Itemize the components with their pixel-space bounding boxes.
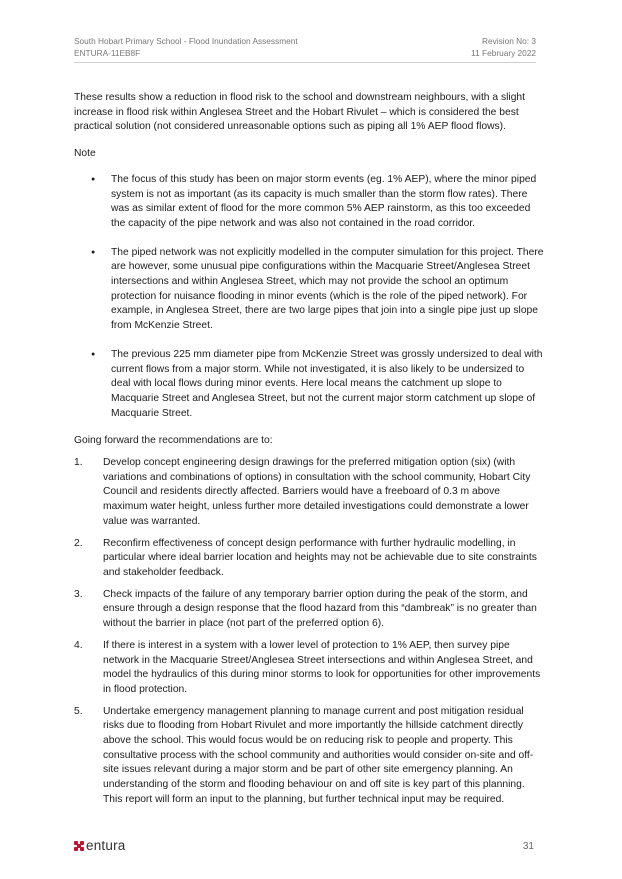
list-item [74,348,546,422]
logo-text: entura [86,838,126,853]
recommendations-heading: Going forward the recommendations are to: [74,435,273,447]
doc-title: South Hobart Primary School - Flood Inundation Assessment [74,36,298,46]
header-divider [74,62,536,63]
header-right [471,36,536,59]
note-text: The piped network was not explicitly modelled in the computer simulation for this project. There are however, some unusual pipe configurations within the Macquarie Street/Anglesea Street intersections and within Anglesea Street, which may not provide the school an optimum protection for nuisance flooding in minor events (which is the role of the piped network). For example, in Anglesea Street, there are two large pipes that join into a single pipe just up slope from McKenzie Street. [111,246,544,332]
item-number: 5. [74,705,83,717]
note-text: The previous 225 mm diameter pipe from McKenzie Street was grossly undersized to deal with current flows from a major storm. While not investigated, it is also likely to be undersized to deal with local flows during minor events. Here local means the catchment up slope to Macquarie Street and Anglesea Street, but not the current major storm catchment up slope of Macquarie Street. [111,348,543,419]
entura-logo-icon [74,841,84,851]
list-item [74,456,546,530]
list-item [74,639,546,698]
doc-ref: ENTURA-11EB8F [74,47,141,58]
item-number: 4. [74,639,83,651]
note-text: The focus of this study has been on major storm events (eg. 1% AEP), where the minor piped system is not as important (as its capacity is much smaller than the storm flow rates). There was as similar extent of flood for the more common 5% AEP rainstorm, as this too exceeded the capacity of the pipe network and was also not contained in the road corridor. [111,173,537,229]
list-item [74,173,546,232]
page-body [74,91,546,815]
item-text: Check impacts of the failure of any temporary barrier option during the peak of the storm, and ensure through a design response that the flood hazard from this “dambreak” is no greater than without the barrier in place (not part of the preferred option 6). [103,588,537,630]
doc-date: 11 February 2022 [471,47,536,58]
item-text: Reconfirm effectiveness of concept design performance with further hydraulic modelling, in particular where ideal barrier location and heights may not be achievable due to site constraints and stakeholder feedback. [103,537,537,578]
item-text: Develop concept engineering design drawings for the preferred mitigation option (six) (with variations and combinations of options) in consultation with the school community, Hobart City Council and residents directly affected. Barriers would have a freeboard of 0.3 m above maximum water height, unless further more detailed investigations could demonstrate a lower value was warranted. [103,457,531,527]
page-number: 31 [522,841,534,852]
header-left [74,36,298,59]
item-number: 1. [74,457,83,469]
list-item [74,246,546,334]
note-heading: Note [74,148,96,160]
item-text: If there is interest in a system with a lower level of protection to 1% AEP, then survey pipe network in the Macquarie Street/Anglesea Street intersections and within Anglesea Street, and model the hydraulics of this during minor storms to look for opportunities for other improvements in flood protection. [103,639,541,695]
bullet-icon [91,348,95,364]
item-number: 3. [74,588,83,600]
list-item [74,705,546,808]
list-item [74,588,546,632]
revision: Revision No: 3 [482,36,536,46]
item-number: 2. [74,537,83,549]
entura-logo [74,838,125,853]
list-item [74,537,546,581]
bullet-icon [91,173,95,189]
recommendations-list [74,456,546,807]
intro-paragraph: These results show a reduction in flood risk to the school and downstream neighbours, with a slight increase in flood risk within Anglesea Street and the Hobart Rivulet – which is considered the best practical solution (not considered unreasonable options such as piping all 1% AEP flood flows). [74,92,526,133]
item-text: Undertake emergency management planning to manage current and post mitigation residual risks due to flooding from Hobart Rivulet and more importantly the hillside catchment directly above the school. This would focus would be on reducing risk to people and property. This consultative process with the school community and authorities would consider on-site and off-site issues relevant during a major storm and be part of other site emergency planning. An understanding of the storm and flooding behaviour on and off site is key part of this planning. This report will form an input to the planning, but further technical input may be required. [103,705,534,805]
note-list [74,173,546,422]
bullet-icon [91,246,95,262]
